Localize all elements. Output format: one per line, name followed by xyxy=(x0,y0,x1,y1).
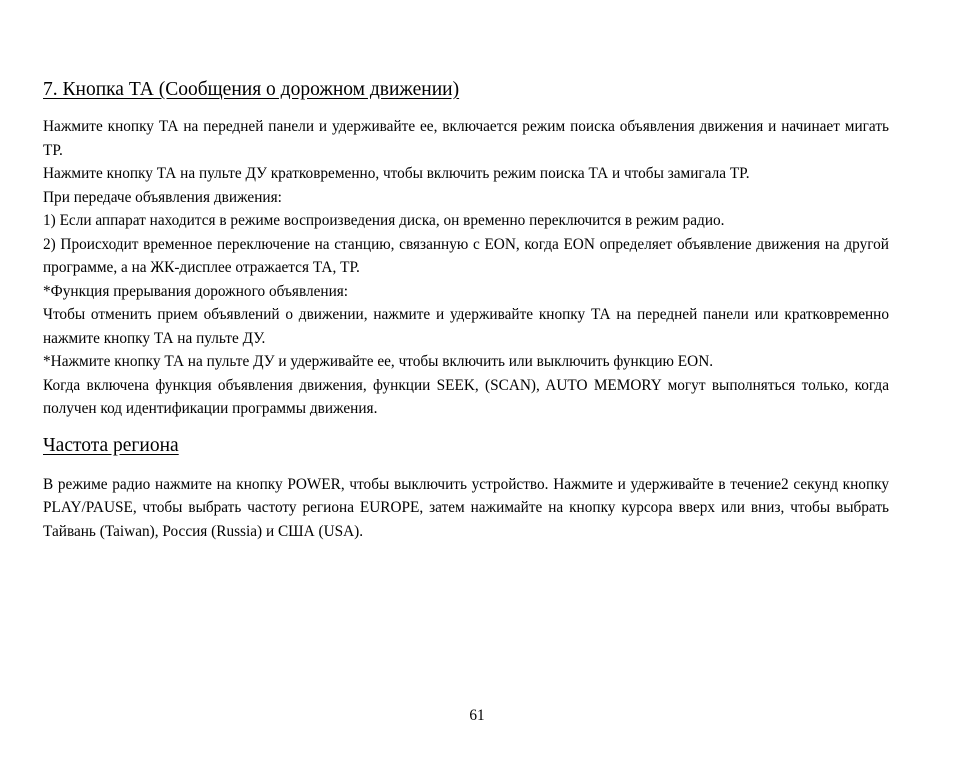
page-number: 61 xyxy=(469,707,485,724)
paragraph: 1) Если аппарат находится в режиме воспроизведения диска, он временно переключится в режим радио. xyxy=(43,212,725,229)
paragraph: Чтобы отменить прием объявлений о движении, нажмите и удерживайте кнопку ТА на передней панели или кратковременно нажмите кнопку ТА на пульте ДУ. xyxy=(43,306,889,347)
paragraph: Когда включена функция объявления движения, функции SEEK, (SCAN), AUTO MEMORY могут выполняться только, когда получен код идентификации программы движения. xyxy=(43,376,889,417)
section-body-region-frequency xyxy=(43,473,889,544)
paragraph: При передаче объявления движения: xyxy=(43,188,282,206)
paragraph: Нажмите кнопку ТА на передней панели и удерживайте ее, включается режим поиска объявления движения и начинает мигать ТР. xyxy=(43,118,889,159)
paragraph: *Функция прерывания дорожного объявления: xyxy=(43,282,349,300)
section-title-ta-button: 7. Кнопка ТА (Сообщения о дорожном движении) xyxy=(43,79,460,100)
paragraph: 2) Происходит временное переключение на станцию, связанную с EON, когда EON определяет объявление движения на другой программе, а на ЖК-дисплее отражается ТА, ТР. xyxy=(43,235,889,276)
paragraph: *Нажмите кнопку ТА на пульте ДУ и удерживайте ее, чтобы включить или выключить функцию EON. xyxy=(43,353,714,370)
section-title-region-frequency: Частота региона xyxy=(43,434,179,456)
paragraph: В режиме радио нажмите на кнопку POWER, чтобы выключить устройство. Нажмите и удерживайте в течение2 секунд кнопку PLAY/PAUSE, чтобы выбрать частоту региона EUROPE, затем нажимайте на кнопку курсора вверх или вниз, чтобы выбрать Тайвань (Taiwan), Россия (Russia) и США (USA). xyxy=(43,475,889,540)
paragraph: Нажмите кнопку ТА на пульте ДУ кратковременно, чтобы включить режим поиска ТА и чтобы замигала ТР. xyxy=(43,165,750,182)
section-body-ta-button xyxy=(43,115,889,421)
document-page xyxy=(43,78,889,543)
